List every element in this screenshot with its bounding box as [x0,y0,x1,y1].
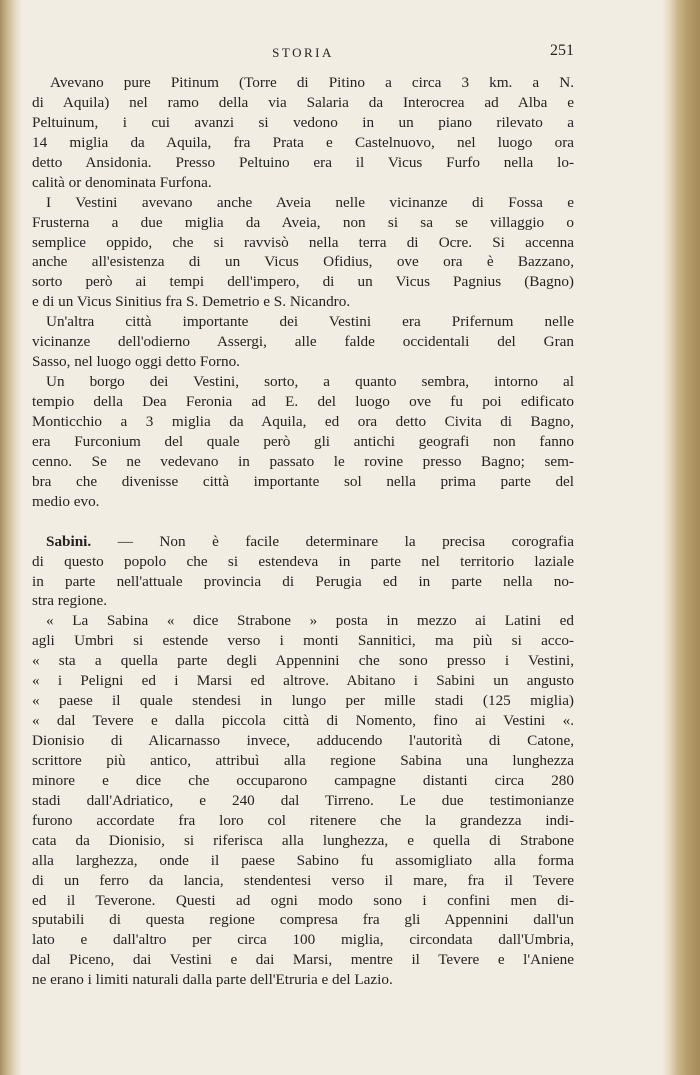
text-line: di Aquila) nel ramo della via Salaria da Interocrea ad Alba e [32,93,574,111]
section [32,73,574,512]
text-line: minore e dice che occuparono campagne distanti circa 280 [32,771,574,789]
text-line: Frusterna a due miglia da Aveia, non si sa se villaggio o [32,213,574,231]
paragraph [32,193,574,313]
text-line: e di un Vicus Sinitius fra S. Demetrio e S. Nicandro. [32,293,351,311]
text-line [32,532,574,552]
text-line: Un borgo dei Vestini, sorto, a quanto sembra, intorno al [46,373,574,391]
text-line: « i Peligni ed i Marsi ed altrove. Abitano i Sabini un angusto [32,672,574,690]
text-line: Un'altra città importante dei Vestini era Prifernum nelle [46,313,574,331]
body-text [32,73,574,990]
text-line: lato e dall'altro per circa 100 miglia, circondata dall'Umbria, [32,931,574,949]
text-line: sputabili di questa regione compresa fra gli Appennini dall'un [32,911,574,929]
section-gap [32,512,574,532]
text-line: ed il Teverone. Questi ad ogni modo sono i confini men di- [32,891,574,909]
page-header [32,42,574,64]
text-line: furono accordate fra loro col ritenere che la grandezza indi- [32,811,574,829]
book-binding-shadow [0,0,22,1075]
text-line: dal Piceno, dai Vestini e dai Marsi, mentre il Tevere e l'Aniene [32,951,574,969]
text-line: « sta a quella parte degli Appennini che sono presso i Vestini, [32,652,574,670]
text-line: sorto però ai tempi dell'impero, di un Vicus Pagnius (Bagno) [32,273,574,291]
text-line: calità or denominata Furfona. [32,173,212,191]
running-title: STORIA [272,45,334,60]
text-line: tempio della Dea Feronia ad E. del luogo ove fu poi edificato [32,393,574,410]
section-heading: Sabini. [46,532,92,550]
text-line: cenno. Se ne vedevano in passato le rovine presso Bagno; sem- [32,452,574,470]
page-edge-stack [662,0,700,1075]
paragraph [32,73,574,193]
text-line: semplice oppido, che si ravvisò nella terra di Ocre. Si accenna [32,233,574,251]
text-line: di un ferro da lancia, stendentesi verso il mare, fra il Tevere [32,871,574,889]
text-line: « dal Tevere e dalla piccola città di Nomento, fino ai Vestini «. [32,712,574,730]
paragraph [32,372,574,512]
text-line: bra che divenisse città importante sol nella prima parte del [32,472,574,490]
text-line: agli Umbri si estende verso i monti Sannitici, ma più si acco- [32,632,574,650]
paragraph [32,611,574,990]
text-line-content: — Non è facile determinare la precisa corografia [117,532,574,550]
text-line: scrittore più antico, attribuì alla regione Sabina una lunghezza [32,751,574,769]
text-line: di questo popolo che si estendeva in parte nel territorio laziale [32,552,574,570]
section [32,532,574,991]
text-line: « paese il quale stendesi in lungo per mille stadi (125 miglia) [32,692,574,710]
text-line: 14 miglia da Aquila, fra Prata e Castelnuovo, nel luogo ora [32,133,574,151]
text-line: anche all'esistenza di un Vicus Ofidius, ove ora è Bazzano, [32,253,574,271]
text-line: medio evo. [32,492,100,510]
text-line: stadi dall'Adriatico, e 240 dal Tirreno. Le due testimonianze [32,791,574,809]
text-line: Dionisio di Alicarnasso invece, adducendo l'autorità di Catone, [32,732,574,749]
text-line: Peltuinum, i cui avanzi si vedono in un piano rilevato a [32,113,574,131]
text-line: ne erano i limiti naturali dalla parte dell'Etruria e del Lazio. [32,971,393,989]
text-line: stra regione. [32,592,108,610]
text-line: vicinanze dell'odierno Assergi, alle falde occidentali del Gran [32,333,574,351]
text-line: in parte nell'attuale provincia di Perugia ed in parte nella no- [32,572,574,590]
text-line: « La Sabina « dice Strabone » posta in mezzo ai Latini ed [46,612,574,630]
paragraph [32,532,574,612]
text-line: era Furconium del quale però gli antichi geografi non fanno [32,432,574,450]
text-line: Avevano pure Pitinum (Torre di Pitino a circa 3 km. a N. [50,74,574,91]
text-line: I Vestini avevano anche Aveia nelle vicinanze di Fossa e [46,193,574,211]
text-line: Sasso, nel luogo oggi detto Forno. [32,353,240,371]
text-line: cata da Dionisio, si riferisca alla lunghezza, e quella di Strabone [32,831,574,849]
text-line: alla larghezza, onde il paese Sabino fu assomigliato alla forma [32,851,574,869]
text-line: Monticchio a 3 miglia da Aquila, ed ora detto Civita di Bagno, [32,412,574,430]
text-line: detto Ansidonia. Presso Peltuino era il Vicus Furfo nella lo- [32,153,574,171]
page-number: 251 [550,42,574,59]
paragraph [32,312,574,372]
